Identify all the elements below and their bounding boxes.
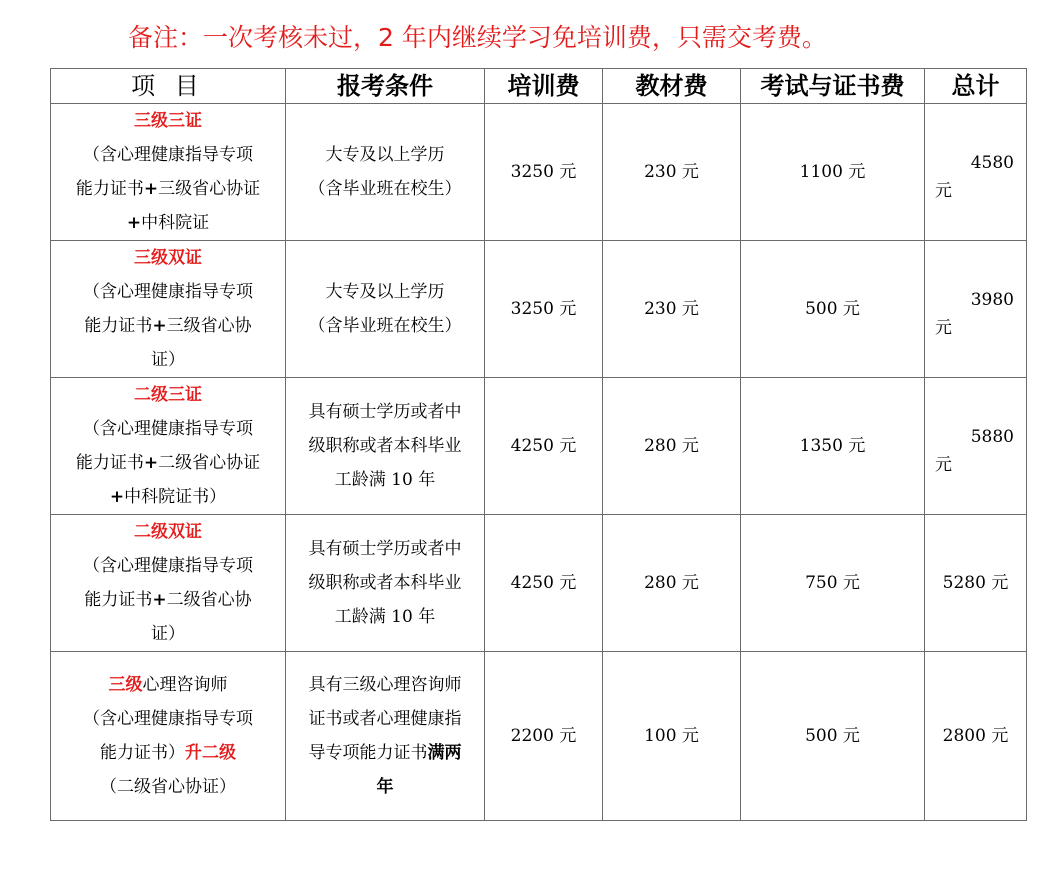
header-exam-fee: 考试与证书费 (741, 69, 925, 104)
table-row (51, 378, 1027, 515)
item-title: 三级心理咨询师 (108, 675, 228, 695)
item-detail-line: 证） (151, 350, 185, 370)
item-detail-line: 能力证书）升二级 (100, 743, 236, 763)
item-detail-line: （含心理健康指导专项 (83, 419, 253, 439)
item-detail-line: （含心理健康指导专项 (83, 709, 253, 729)
item-detail-line: 能力证书+三级省心协证 (75, 179, 261, 199)
condition-cell (286, 378, 485, 515)
header-condition: 报考条件 (286, 69, 485, 104)
header-training-fee: 培训费 (485, 69, 603, 104)
total-cell (925, 104, 1027, 241)
condition-line: 工龄满 10 年 (334, 470, 436, 490)
remark-note (128, 18, 1028, 58)
condition-line: 具有硕士学历或者中 (308, 402, 462, 422)
table-row (51, 515, 1027, 652)
condition-line: 工龄满 10 年 (334, 607, 436, 627)
condition-line: （含毕业班在校生） (308, 179, 462, 199)
condition-cell (286, 104, 485, 241)
training-fee-cell: 2200 元 (485, 652, 603, 821)
condition-cell (286, 241, 485, 378)
exam-fee-cell: 1350 元 (741, 378, 925, 515)
item-cell (51, 515, 286, 652)
condition-line: 大专及以上学历 (325, 145, 445, 165)
item-detail-line: 能力证书+二级省心协 (84, 590, 252, 610)
item-title: 三级双证 (134, 248, 202, 268)
training-fee-cell: 3250 元 (485, 241, 603, 378)
item-detail-line: （含心理健康指导专项 (83, 282, 253, 302)
item-detail-line: 证） (151, 624, 185, 644)
item-detail-line: +中科院证 (126, 213, 210, 233)
table-row (51, 104, 1027, 241)
item-detail-line: 能力证书+二级省心协证 (75, 453, 261, 473)
item-detail-line: （含心理健康指导专项 (83, 556, 253, 576)
condition-line: 年 (376, 777, 394, 797)
material-fee-cell: 230 元 (603, 241, 741, 378)
condition-line: 具有三级心理咨询师 (308, 675, 462, 695)
exam-fee-cell: 750 元 (741, 515, 925, 652)
exam-fee-cell: 1100 元 (741, 104, 925, 241)
training-fee-cell: 3250 元 (485, 104, 603, 241)
total-unit: 元 (935, 181, 952, 201)
item-detail-line: +中科院证书） (109, 487, 227, 507)
item-title: 二级三证 (134, 385, 202, 405)
header-item: 项 目 (51, 69, 286, 104)
item-detail-line: 能力证书+三级省心协 (84, 316, 252, 336)
header-total: 总计 (925, 69, 1027, 104)
condition-line: 级职称或者本科毕业 (308, 573, 462, 593)
total-number: 3980 (970, 290, 1014, 310)
table-row (51, 241, 1027, 378)
condition-cell (286, 515, 485, 652)
total-cell (925, 241, 1027, 378)
material-fee-cell: 280 元 (603, 515, 741, 652)
remark-text: 备注：一次考核未过，2 年内继续学习免培训费，只需交考费。 (128, 23, 827, 52)
item-detail-line: （二级省心协证） (100, 777, 236, 797)
training-fee-cell: 4250 元 (485, 515, 603, 652)
condition-line: 具有硕士学历或者中 (308, 539, 462, 559)
material-fee-cell: 100 元 (603, 652, 741, 821)
condition-cell (286, 652, 485, 821)
fee-table (50, 68, 1027, 821)
condition-line: 级职称或者本科毕业 (308, 436, 462, 456)
table-header-row (51, 69, 1027, 104)
material-fee-cell: 280 元 (603, 378, 741, 515)
item-cell (51, 104, 286, 241)
item-cell (51, 652, 286, 821)
condition-line: （含毕业班在校生） (308, 316, 462, 336)
item-title: 二级双证 (134, 522, 202, 542)
exam-fee-cell: 500 元 (741, 652, 925, 821)
total-cell (925, 378, 1027, 515)
item-cell (51, 378, 286, 515)
item-title: 三级三证 (134, 111, 202, 131)
material-fee-cell: 230 元 (603, 104, 741, 241)
total-unit: 元 (935, 455, 952, 475)
training-fee-cell: 4250 元 (485, 378, 603, 515)
condition-line: 大专及以上学历 (325, 282, 445, 302)
condition-line: 证书或者心理健康指 (308, 709, 462, 729)
item-cell (51, 241, 286, 378)
header-material-fee: 教材费 (603, 69, 741, 104)
condition-line: 导专项能力证书满两 (308, 743, 462, 763)
total-number: 5880 (970, 427, 1014, 447)
total-cell: 5280 元 (925, 515, 1027, 652)
item-detail-line: （含心理健康指导专项 (83, 145, 253, 165)
total-cell: 2800 元 (925, 652, 1027, 821)
table-row (51, 652, 1027, 821)
total-unit: 元 (935, 318, 952, 338)
exam-fee-cell: 500 元 (741, 241, 925, 378)
total-number: 4580 (970, 153, 1014, 173)
